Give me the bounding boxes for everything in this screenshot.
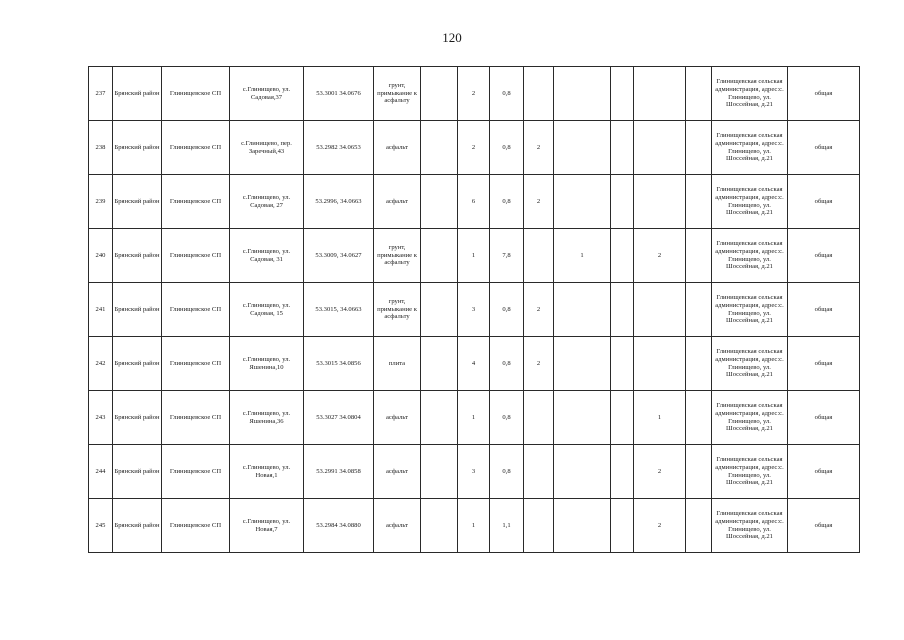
col8-cell: 3 xyxy=(458,445,490,499)
address-cell: с.Глинищево, ул. Новая,7 xyxy=(230,499,304,553)
coordinates-cell: 53.3009, 34.0627 xyxy=(304,229,374,283)
col9-cell: 0,8 xyxy=(490,337,524,391)
district-cell: Брянский район xyxy=(113,175,162,229)
address-cell: с.Глинищево, ул. Садовая, 15 xyxy=(230,283,304,337)
col7-cell xyxy=(421,499,458,553)
owner-cell: Глинищевская сельская администрация, адрес:с. Глинищево, ул. Шоссейная, д.21 xyxy=(712,445,788,499)
address-cell: с.Глинищево, пер. Заречный,43 xyxy=(230,121,304,175)
table-row xyxy=(89,499,860,553)
owner-cell: Глинищевская сельская администрация, адрес:с. Глинищево, ул. Шоссейная, д.21 xyxy=(712,229,788,283)
table-row xyxy=(89,229,860,283)
surface-cell: асфальт xyxy=(374,499,421,553)
settlement-cell: Глинищевское СП xyxy=(162,499,230,553)
row-number: 240 xyxy=(89,229,113,283)
col13-cell: 1 xyxy=(634,391,686,445)
col14-cell xyxy=(686,67,712,121)
row-number: 238 xyxy=(89,121,113,175)
settlement-cell: Глинищевское СП xyxy=(162,445,230,499)
table-row xyxy=(89,67,860,121)
coordinates-cell: 53.3015 34.0856 xyxy=(304,337,374,391)
col9-cell: 0,8 xyxy=(490,445,524,499)
col11-cell xyxy=(554,67,611,121)
address-cell: с.Глинищево, ул. Садовая, 31 xyxy=(230,229,304,283)
district-cell: Брянский район xyxy=(113,229,162,283)
col8-cell: 6 xyxy=(458,175,490,229)
col10-cell xyxy=(524,67,554,121)
col11-cell xyxy=(554,391,611,445)
col9-cell: 0,8 xyxy=(490,283,524,337)
ownership-type-cell: общая xyxy=(788,175,860,229)
row-number: 241 xyxy=(89,283,113,337)
col13-cell xyxy=(634,67,686,121)
col10-cell xyxy=(524,445,554,499)
col11-cell xyxy=(554,499,611,553)
table-body xyxy=(89,67,860,553)
ownership-type-cell: общая xyxy=(788,445,860,499)
owner-cell: Глинищевская сельская администрация, адрес:с. Глинищево, ул. Шоссейная, д.21 xyxy=(712,337,788,391)
col14-cell xyxy=(686,175,712,229)
owner-cell: Глинищевская сельская администрация, адрес:с. Глинищево, ул. Шоссейная, д.21 xyxy=(712,391,788,445)
col9-cell: 0,8 xyxy=(490,121,524,175)
coordinates-cell: 53.2996, 34.0663 xyxy=(304,175,374,229)
col11-cell xyxy=(554,283,611,337)
col9-cell: 0,8 xyxy=(490,67,524,121)
surface-cell: асфальт xyxy=(374,121,421,175)
address-cell: с.Глинищево, ул. Яшенина,36 xyxy=(230,391,304,445)
district-cell: Брянский район xyxy=(113,121,162,175)
col11-cell xyxy=(554,121,611,175)
settlement-cell: Глинищевское СП xyxy=(162,175,230,229)
table-row xyxy=(89,175,860,229)
col7-cell xyxy=(421,445,458,499)
col10-cell: 2 xyxy=(524,175,554,229)
settlement-cell: Глинищевское СП xyxy=(162,391,230,445)
table-row xyxy=(89,391,860,445)
col14-cell xyxy=(686,337,712,391)
col13-cell: 2 xyxy=(634,229,686,283)
surface-cell: грунт, примыкание к асфальту xyxy=(374,229,421,283)
address-cell: с.Глинищево, ул. Садовая,37 xyxy=(230,67,304,121)
row-number: 237 xyxy=(89,67,113,121)
district-cell: Брянский район xyxy=(113,283,162,337)
col13-cell xyxy=(634,121,686,175)
table-row xyxy=(89,121,860,175)
col14-cell xyxy=(686,391,712,445)
col10-cell xyxy=(524,499,554,553)
district-cell: Брянский район xyxy=(113,391,162,445)
col12-cell xyxy=(611,391,634,445)
col13-cell: 2 xyxy=(634,445,686,499)
ownership-type-cell: общая xyxy=(788,229,860,283)
table-row xyxy=(89,337,860,391)
table-row xyxy=(89,283,860,337)
col12-cell xyxy=(611,499,634,553)
surface-cell: плита xyxy=(374,337,421,391)
surface-cell: асфальт xyxy=(374,445,421,499)
address-cell: с.Глинищево, ул. Новая,1 xyxy=(230,445,304,499)
district-cell: Брянский район xyxy=(113,337,162,391)
settlement-cell: Глинищевское СП xyxy=(162,283,230,337)
row-number: 244 xyxy=(89,445,113,499)
col7-cell xyxy=(421,391,458,445)
col14-cell xyxy=(686,229,712,283)
table-row xyxy=(89,445,860,499)
col8-cell: 4 xyxy=(458,337,490,391)
surface-cell: асфальт xyxy=(374,175,421,229)
ownership-type-cell: общая xyxy=(788,283,860,337)
col7-cell xyxy=(421,67,458,121)
coordinates-cell: 53.2991 34.0858 xyxy=(304,445,374,499)
col12-cell xyxy=(611,121,634,175)
col7-cell xyxy=(421,229,458,283)
col8-cell: 1 xyxy=(458,391,490,445)
col14-cell xyxy=(686,499,712,553)
col11-cell xyxy=(554,445,611,499)
col9-cell: 0,8 xyxy=(490,391,524,445)
row-number: 239 xyxy=(89,175,113,229)
ownership-type-cell: общая xyxy=(788,121,860,175)
row-number: 242 xyxy=(89,337,113,391)
coordinates-cell: 53.2982 34.0653 xyxy=(304,121,374,175)
address-cell: с.Глинищево, ул. Садовая, 27 xyxy=(230,175,304,229)
owner-cell: Глинищевская сельская администрация, адрес:с. Глинищево, ул. Шоссейная, д.21 xyxy=(712,499,788,553)
col7-cell xyxy=(421,175,458,229)
row-number: 245 xyxy=(89,499,113,553)
col10-cell xyxy=(524,391,554,445)
col14-cell xyxy=(686,445,712,499)
surface-cell: грунт, примыкание к асфальту xyxy=(374,283,421,337)
coordinates-cell: 53.3015, 34.0663 xyxy=(304,283,374,337)
col11-cell: 1 xyxy=(554,229,611,283)
col10-cell: 2 xyxy=(524,337,554,391)
district-cell: Брянский район xyxy=(113,445,162,499)
surface-cell: асфальт xyxy=(374,391,421,445)
col12-cell xyxy=(611,283,634,337)
col13-cell xyxy=(634,337,686,391)
ownership-type-cell: общая xyxy=(788,67,860,121)
district-cell: Брянский район xyxy=(113,67,162,121)
owner-cell: Глинищевская сельская администрация, адрес:с. Глинищево, ул. Шоссейная, д.21 xyxy=(712,67,788,121)
col8-cell: 1 xyxy=(458,229,490,283)
col8-cell: 2 xyxy=(458,67,490,121)
col12-cell xyxy=(611,445,634,499)
col10-cell: 2 xyxy=(524,121,554,175)
col10-cell xyxy=(524,229,554,283)
settlement-cell: Глинищевское СП xyxy=(162,67,230,121)
coordinates-cell: 53.2984 34.0880 xyxy=(304,499,374,553)
ownership-type-cell: общая xyxy=(788,499,860,553)
col9-cell: 1,1 xyxy=(490,499,524,553)
owner-cell: Глинищевская сельская администрация, адрес:с. Глинищево, ул. Шоссейная, д.21 xyxy=(712,175,788,229)
col7-cell xyxy=(421,337,458,391)
col8-cell: 3 xyxy=(458,283,490,337)
col8-cell: 1 xyxy=(458,499,490,553)
settlement-cell: Глинищевское СП xyxy=(162,121,230,175)
coordinates-cell: 53.3027 34.0804 xyxy=(304,391,374,445)
row-number: 243 xyxy=(89,391,113,445)
col7-cell xyxy=(421,121,458,175)
col13-cell xyxy=(634,283,686,337)
col8-cell: 2 xyxy=(458,121,490,175)
container-site-registry-table xyxy=(88,66,860,553)
ownership-type-cell: общая xyxy=(788,337,860,391)
col12-cell xyxy=(611,337,634,391)
owner-cell: Глинищевская сельская администрация, адрес:с. Глинищево, ул. Шоссейная, д.21 xyxy=(712,121,788,175)
col13-cell xyxy=(634,175,686,229)
district-cell: Брянский район xyxy=(113,499,162,553)
col9-cell: 7,8 xyxy=(490,229,524,283)
col9-cell: 0,8 xyxy=(490,175,524,229)
page-number: 120 xyxy=(442,30,462,45)
surface-cell: грунт, примыкание к асфальту xyxy=(374,67,421,121)
settlement-cell: Глинищевское СП xyxy=(162,337,230,391)
col12-cell xyxy=(611,229,634,283)
col11-cell xyxy=(554,175,611,229)
coordinates-cell: 53.3001 34.0676 xyxy=(304,67,374,121)
ownership-type-cell: общая xyxy=(788,391,860,445)
col10-cell: 2 xyxy=(524,283,554,337)
col11-cell xyxy=(554,337,611,391)
col12-cell xyxy=(611,175,634,229)
owner-cell: Глинищевская сельская администрация, адрес:с. Глинищево, ул. Шоссейная, д.21 xyxy=(712,283,788,337)
settlement-cell: Глинищевское СП xyxy=(162,229,230,283)
col12-cell xyxy=(611,67,634,121)
col14-cell xyxy=(686,121,712,175)
col7-cell xyxy=(421,283,458,337)
address-cell: с.Глинищево, ул. Яшенина,10 xyxy=(230,337,304,391)
col14-cell xyxy=(686,283,712,337)
col13-cell: 2 xyxy=(634,499,686,553)
